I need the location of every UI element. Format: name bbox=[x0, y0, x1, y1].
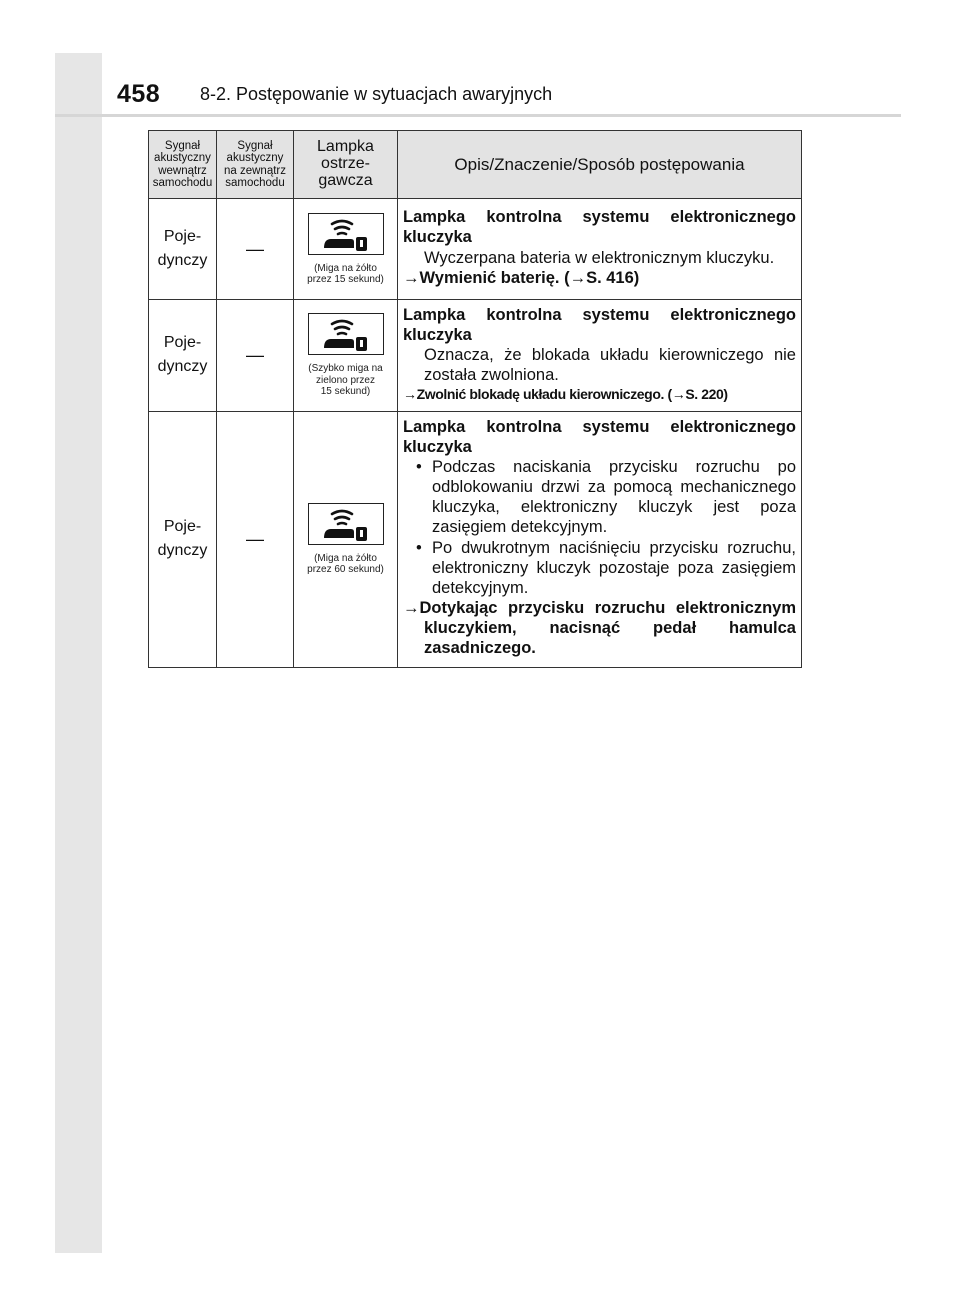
section-title: 8-2. Postępowanie w sytuacjach awaryjnych bbox=[200, 84, 553, 104]
warning-light-note: (Szybko miga na zielono przez 15 sekund) bbox=[308, 363, 383, 398]
page-side-band bbox=[55, 53, 102, 1253]
key-warning-icon bbox=[308, 213, 384, 255]
key-warning-icon bbox=[308, 503, 384, 545]
description-action: →Dotykając przycisku rozruchu elektronicznym kluczykiem, nacisnąć pedał hamulca zasadniczego. bbox=[403, 598, 796, 658]
list-item: • Po dwukrotnym naciśnięciu przycisku rozruchu, elektroniczny kluczyk pozostaje poza zasięgiem detekcyjnym. bbox=[416, 538, 796, 597]
inside-buzzer-cell: Poje- dynczy bbox=[149, 300, 217, 412]
description-action: →Zwolnić blokadę układu kierowniczego. (→S. 220) bbox=[403, 385, 728, 402]
list-item: • Podczas naciskania przycisku rozruchu po odblokowaniu drzwi za pomocą mechanicznego kluczyka, elektroniczny kluczyk jest poza zasięgiem detekcyjnym. bbox=[416, 458, 796, 537]
description-title: Lampka kontrolna systemu elektronicznego kluczyka bbox=[403, 306, 796, 345]
page-header bbox=[105, 70, 900, 114]
page-number: 458 bbox=[117, 80, 161, 108]
header-inside-buzzer: Sygnał akustyczny wewnątrz samochodu bbox=[149, 131, 217, 199]
table-row bbox=[149, 300, 802, 412]
warning-light-cell bbox=[294, 199, 398, 300]
outside-buzzer-cell: — bbox=[217, 199, 294, 300]
inside-buzzer-cell: Poje- dynczy bbox=[149, 411, 217, 667]
warning-light-note: (Miga na żółto przez 15 sekund) bbox=[307, 262, 384, 285]
table-header-row bbox=[149, 131, 802, 199]
warning-signals-table bbox=[148, 130, 802, 668]
description-title: Lampka kontrolna systemu elektronicznego kluczyka bbox=[403, 417, 796, 456]
header-warning-light: Lampka ostrze- gawcza bbox=[294, 131, 398, 199]
warning-light-cell bbox=[294, 300, 398, 412]
table-row bbox=[149, 199, 802, 300]
description-bullet-list bbox=[403, 457, 796, 598]
description-cell bbox=[398, 411, 802, 667]
description-text: Wyczerpana bateria w elektronicznym kluczyku. bbox=[424, 248, 775, 267]
inside-buzzer-cell: Poje- dynczy bbox=[149, 199, 217, 300]
header-divider bbox=[55, 114, 901, 117]
warning-light-note: (Miga na żółto przez 60 sekund) bbox=[307, 552, 384, 576]
description-title: Lampka kontrolna systemu elektronicznego kluczyka bbox=[403, 208, 796, 247]
outside-buzzer-cell: — bbox=[217, 300, 294, 412]
outside-buzzer-cell: — bbox=[217, 411, 294, 667]
description-action: →Wymienić baterię. (→S. 416) bbox=[403, 268, 640, 287]
description-cell bbox=[398, 300, 802, 412]
header-outside-buzzer: Sygnał akustyczny na zewnątrz samochodu bbox=[217, 131, 294, 199]
header-description: Opis/Znaczenie/Sposób postępowania bbox=[398, 131, 802, 199]
key-warning-icon bbox=[308, 313, 384, 355]
warning-light-cell bbox=[294, 411, 398, 667]
description-text: Oznacza, że blokada układu kierowniczego nie została zwolniona. bbox=[424, 346, 796, 385]
table-row bbox=[149, 411, 802, 667]
description-cell bbox=[398, 199, 802, 300]
